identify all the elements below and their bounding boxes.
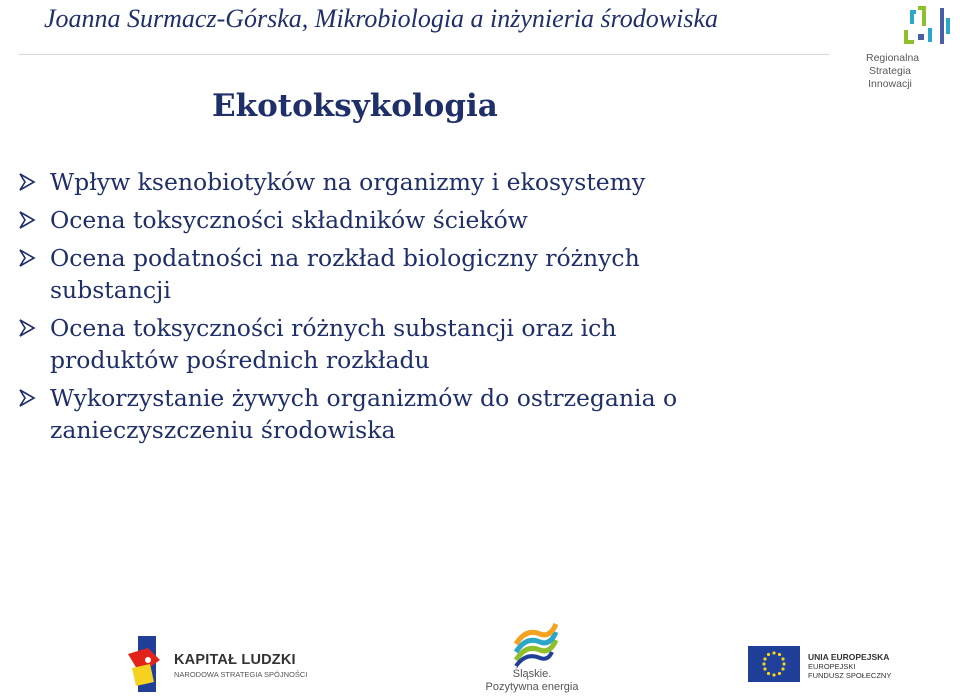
slaskie-name: Śląskie. (512, 668, 552, 680)
kapital-ludzki-subtitle: NARODOWA STRATEGIA SPÓJNOŚCI (174, 670, 308, 679)
bullet-text: Wykorzystanie żywych organizmów do ostrzegania o zanieczyszczeniu środowiska (50, 384, 678, 444)
eu-fund-line-1: EUROPEJSKI (808, 662, 856, 671)
bullet-list (12, 166, 712, 452)
arrowhead-bullet-icon (18, 172, 36, 192)
bullet-text: Wpływ ksenobiotyków na organizmy i ekosystemy (50, 168, 646, 196)
kapital-ludzki-name: KAPITAŁ LUDZKI (174, 652, 296, 668)
bullet-text: Ocena toksyczności różnych substancji oraz ich produktów pośrednich rozkładu (50, 314, 617, 374)
slaskie-tagline: Pozytywna energia (485, 681, 579, 693)
bullet-item (12, 242, 712, 306)
header-divider (18, 54, 830, 55)
slide-title: Ekotoksykologia (212, 88, 498, 124)
slaskie-logo (482, 620, 592, 700)
rsi-logo-line-2: Strategia (868, 65, 912, 77)
bullet-item (12, 382, 712, 446)
eu-fund-line-2: FUNDUSZ SPOŁECZNY (808, 671, 892, 680)
rsi-logo-mark-icon (900, 4, 956, 50)
arrowhead-bullet-icon (18, 210, 36, 230)
eu-name: UNIA EUROPEJSKA (808, 652, 890, 662)
regionalna-strategia-innowacji-logo (864, 4, 960, 94)
arrowhead-bullet-icon (18, 248, 36, 268)
kapital-ludzki-emblem-icon (126, 634, 170, 696)
rsi-logo-line-3: Innowacji (868, 78, 912, 90)
header-title: Joanna Surmacz-Górska, Mikrobiologia a inżynieria środowiska (44, 4, 719, 33)
bullet-item (12, 312, 712, 376)
unia-europejska-logo (748, 646, 960, 692)
slaskie-wave-icon (482, 620, 582, 668)
bullet-item (12, 204, 712, 236)
bullet-text: Ocena toksyczności składników ścieków (50, 206, 528, 234)
rsi-logo-line-1: Regionalna (866, 52, 920, 64)
bullet-text: Ocena podatności na rozkład biologiczny różnych substancji (50, 244, 640, 304)
bullet-item (12, 166, 712, 198)
arrowhead-bullet-icon (18, 318, 36, 338)
kapital-ludzki-logo (126, 634, 308, 696)
arrowhead-bullet-icon (18, 388, 36, 408)
eu-flag-icon (748, 646, 800, 682)
